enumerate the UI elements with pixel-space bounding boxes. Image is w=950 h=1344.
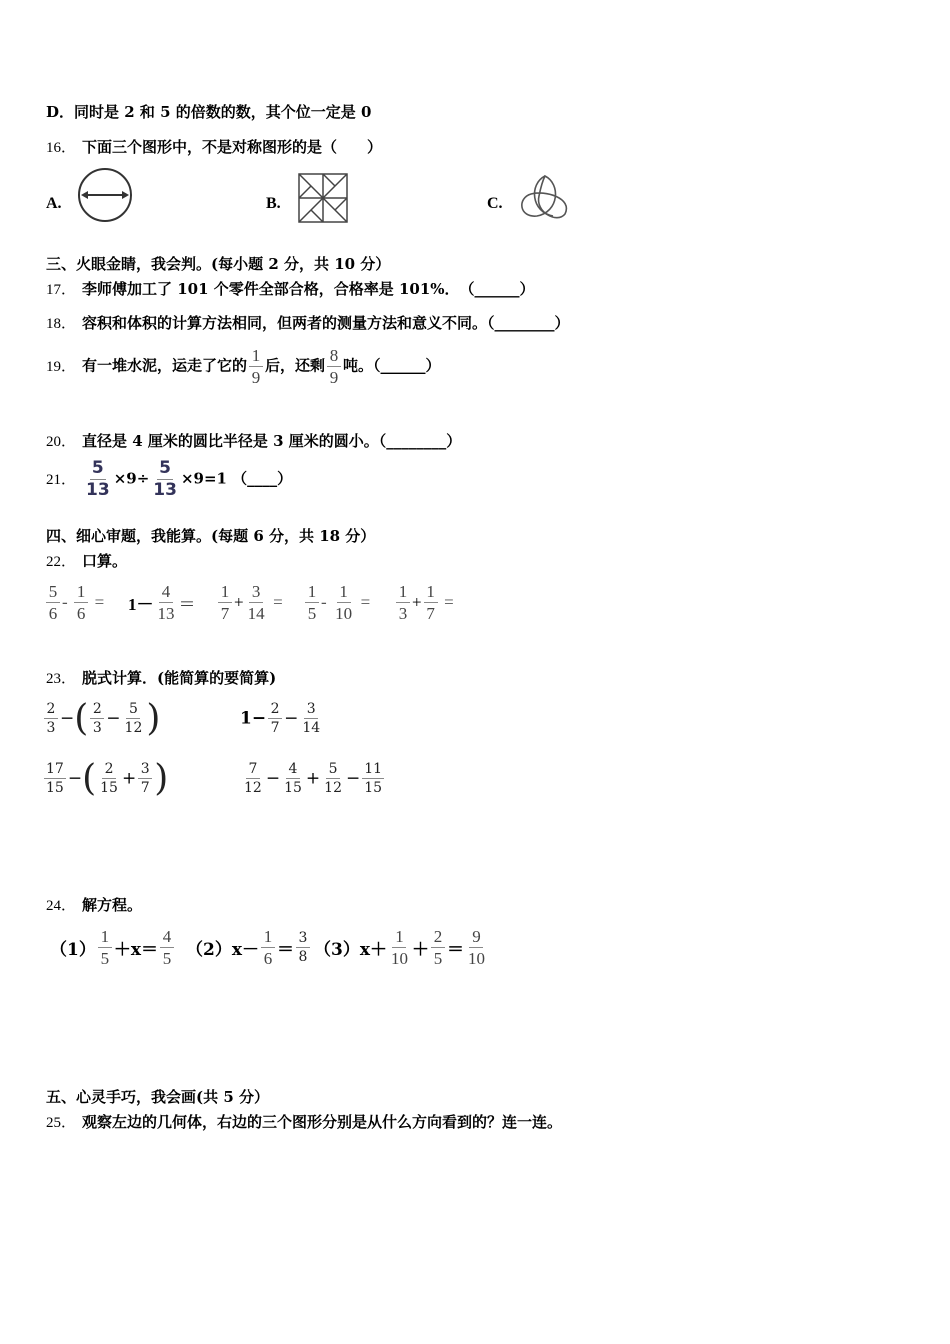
q21: 21． $\frac{5}{13}$ ×9÷ $\frac{5}{13}$ ×9=1 （____） [46, 458, 293, 500]
trefoil-knot-icon [515, 172, 575, 222]
q24-equation-2: （2）x－ $\frac{1}{6}$ ＝ $\frac{3}{8}$ [186, 928, 312, 967]
q23-expr-3: $\frac{17}{15}$ −( $\frac{2}{15}$ + $\frac{3}{7}$ ) [46, 758, 169, 799]
fraction-5-13: $\frac{5}{13}$ [86, 458, 110, 500]
q16-stem: 16． 下面三个图形中，不是对称图形的是（ ） [46, 138, 383, 156]
q22-expr-2: 1－ $\frac{4}{13}$ ＝ [128, 582, 196, 623]
q24-equation-1: （1） $\frac{1}{5}$ ＋x＝ $\frac{4}{5}$ [50, 928, 176, 967]
pinwheel-icon [297, 172, 351, 224]
q24-stem: 24． 解方程。 [46, 896, 143, 914]
q22-stem: 22． 口算。 [46, 552, 128, 570]
section-4-heading: 四、细心审题，我能算。(每题 6 分，共 18 分） [46, 527, 376, 545]
q23-expr-4: $\frac{7}{12}$ − $\frac{4}{15}$ + $\frac{5}{12}$ − $\frac{11}{15}$ [244, 761, 383, 796]
q15-option-d: D．同时是 2 和 5 的倍数的数，其个位一定是 0 [46, 103, 372, 121]
q22-expr-3: $\frac{1}{7}$ + $\frac{3}{14}$ = [216, 583, 283, 622]
q23-expr-1: $\frac{2}{3}$ −( $\frac{2}{3}$ − $\frac{5}{12}$ ) [42, 698, 160, 739]
q16-option-b-label: B. [266, 195, 281, 212]
fraction-1-9: $\frac{1}{9}$ [249, 347, 263, 386]
fraction-8-9: $\frac{8}{9}$ [327, 347, 341, 386]
q25: 25． 观察左边的几何体，右边的三个图形分别是从什么方向看到的？连一连。 [46, 1113, 563, 1131]
q17: 17． 李师傅加工了 101 个零件全部合格，合格率是 101%． （______） [46, 280, 535, 298]
section-5-heading: 五、心灵手巧，我会画(共 5 分） [46, 1088, 269, 1106]
q18: 18． 容积和体积的计算方法相同，但两者的测量方法和意义不同。（________） [46, 314, 570, 332]
q23-stem: 23． 脱式计算．(能简算的要简算) [46, 669, 277, 687]
fraction-5-13: $\frac{5}{13}$ [153, 458, 177, 500]
q22-expr-4: $\frac{1}{5}$ - $\frac{1}{10}$ = [303, 583, 370, 622]
q22-expr-5: $\frac{1}{3}$ + $\frac{1}{7}$ = [394, 583, 454, 622]
q22-expr-1: $\frac{5}{6}$ - $\frac{1}{6}$ = [44, 583, 104, 622]
circle-arrow-icon [76, 166, 136, 224]
q16-option-a-label: A. [46, 195, 62, 212]
q20: 20． 直径是 4 厘米的圆比半径是 3 厘米的圆小。（________） [46, 432, 462, 450]
q24-equation-3: （3）x＋ $\frac{1}{10}$ ＋ $\frac{2}{5}$ ＝ $\frac{9}{10}$ [314, 927, 485, 968]
q19: 19． 有一堆水泥，运走了它的 $\frac{1}{9}$ 后，还剩 $\frac{8}{9}$ 吨。（______） [46, 346, 441, 387]
section-3-heading: 三、火眼金睛，我会判。(每小题 2 分，共 10 分） [46, 255, 391, 273]
q23-expr-2: 1− $\frac{2}{7}$ − $\frac{3}{14}$ [240, 701, 321, 736]
q16-option-c-label: C. [487, 195, 503, 212]
